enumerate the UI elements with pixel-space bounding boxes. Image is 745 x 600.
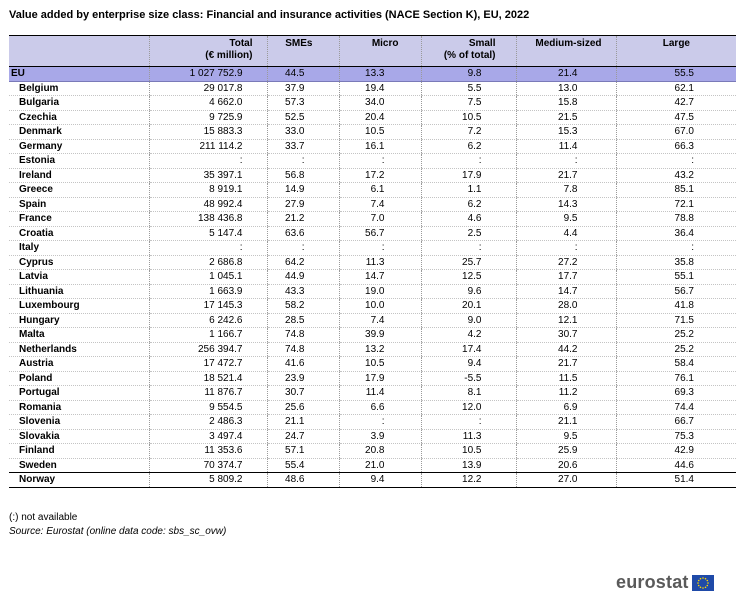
- cell-large: 56.7: [616, 284, 736, 299]
- table-row: [9, 458, 736, 473]
- cell-small: 12.2: [421, 473, 516, 488]
- cell-large: 41.8: [616, 299, 736, 314]
- cell-smes: 14.9: [267, 183, 339, 198]
- cell-medium: 14.7: [516, 284, 616, 299]
- footnotes: [9, 511, 226, 539]
- note-source: Source: Eurostat (online data code: sbs_sc_ovw): [9, 526, 227, 537]
- eu-flag-icon: [692, 575, 714, 591]
- cell-smes: 48.6: [267, 473, 339, 488]
- cell-small: 8.1: [421, 386, 516, 401]
- cell-country: Austria: [9, 357, 149, 372]
- cell-country: Greece: [9, 183, 149, 198]
- cell-smes: 55.4: [267, 458, 339, 473]
- cell-smes: 43.3: [267, 284, 339, 299]
- cell-total: 17 472.7: [149, 357, 267, 372]
- cell-small: 9.8: [421, 67, 516, 82]
- table-row: [9, 473, 736, 488]
- cell-country: Sweden: [9, 458, 149, 473]
- cell-medium: 30.7: [516, 328, 616, 343]
- cell-smes: 21.1: [267, 415, 339, 430]
- cell-micro: 17.2: [339, 168, 421, 183]
- cell-medium: :: [516, 154, 616, 169]
- cell-total: 29 017.8: [149, 81, 267, 96]
- cell-total: 5 809.2: [149, 473, 267, 488]
- cell-small: :: [421, 415, 516, 430]
- table-row: [9, 371, 736, 386]
- cell-large: 74.4: [616, 400, 736, 415]
- cell-total: 48 992.4: [149, 197, 267, 212]
- cell-micro: 6.1: [339, 183, 421, 198]
- cell-micro: 16.1: [339, 139, 421, 154]
- cell-medium: 9.5: [516, 212, 616, 227]
- cell-micro: 11.3: [339, 255, 421, 270]
- cell-smes: 37.9: [267, 81, 339, 96]
- cell-smes: 64.2: [267, 255, 339, 270]
- table-row: [9, 415, 736, 430]
- cell-country: Estonia: [9, 154, 149, 169]
- cell-small: 5.5: [421, 81, 516, 96]
- cell-country: Lithuania: [9, 284, 149, 299]
- cell-total: 1 166.7: [149, 328, 267, 343]
- cell-micro: 10.5: [339, 125, 421, 140]
- header-small: [421, 36, 516, 67]
- cell-country: Netherlands: [9, 342, 149, 357]
- cell-total: 9 725.9: [149, 110, 267, 125]
- header-row: [9, 36, 736, 67]
- cell-total: 1 045.1: [149, 270, 267, 285]
- cell-micro: 20.8: [339, 444, 421, 459]
- cell-total: 15 883.3: [149, 125, 267, 140]
- cell-medium: 12.1: [516, 313, 616, 328]
- cell-total: 5 147.4: [149, 226, 267, 241]
- cell-medium: 44.2: [516, 342, 616, 357]
- cell-total: 1 027 752.9: [149, 67, 267, 82]
- table-row: [9, 386, 736, 401]
- header-medium: Medium-sized: [516, 36, 616, 67]
- table-row: [9, 241, 736, 256]
- cell-smes: 23.9: [267, 371, 339, 386]
- cell-country: Slovakia: [9, 429, 149, 444]
- cell-medium: 11.4: [516, 139, 616, 154]
- cell-micro: :: [339, 241, 421, 256]
- cell-large: 55.1: [616, 270, 736, 285]
- cell-large: 71.5: [616, 313, 736, 328]
- cell-country: Finland: [9, 444, 149, 459]
- cell-micro: 39.9: [339, 328, 421, 343]
- cell-country: France: [9, 212, 149, 227]
- cell-total: 70 374.7: [149, 458, 267, 473]
- cell-total: 18 521.4: [149, 371, 267, 386]
- cell-medium: 13.0: [516, 81, 616, 96]
- table-row: [9, 139, 736, 154]
- cell-total: 2 486.3: [149, 415, 267, 430]
- cell-large: :: [616, 154, 736, 169]
- cell-small: 12.5: [421, 270, 516, 285]
- header-micro: Micro: [339, 36, 421, 67]
- cell-large: 58.4: [616, 357, 736, 372]
- cell-large: 42.9: [616, 444, 736, 459]
- cell-micro: 56.7: [339, 226, 421, 241]
- cell-smes: 28.5: [267, 313, 339, 328]
- cell-medium: 4.4: [516, 226, 616, 241]
- table-row: [9, 429, 736, 444]
- table-row: [9, 226, 736, 241]
- cell-micro: :: [339, 415, 421, 430]
- cell-smes: 74.8: [267, 328, 339, 343]
- cell-large: 43.2: [616, 168, 736, 183]
- table-row: [9, 400, 736, 415]
- table-row: [9, 284, 736, 299]
- cell-smes: 57.1: [267, 444, 339, 459]
- cell-smes: 33.7: [267, 139, 339, 154]
- cell-total: 4 662.0: [149, 96, 267, 111]
- cell-large: 76.1: [616, 371, 736, 386]
- cell-smes: 57.3: [267, 96, 339, 111]
- cell-country: Slovenia: [9, 415, 149, 430]
- table-row: [9, 183, 736, 198]
- cell-small: 17.9: [421, 168, 516, 183]
- cell-country: Latvia: [9, 270, 149, 285]
- cell-large: 66.7: [616, 415, 736, 430]
- cell-smes: 24.7: [267, 429, 339, 444]
- cell-country: Portugal: [9, 386, 149, 401]
- cell-country: Ireland: [9, 168, 149, 183]
- cell-smes: 30.7: [267, 386, 339, 401]
- cell-medium: 25.9: [516, 444, 616, 459]
- cell-large: 42.7: [616, 96, 736, 111]
- cell-smes: :: [267, 241, 339, 256]
- cell-large: 47.5: [616, 110, 736, 125]
- cell-medium: 15.3: [516, 125, 616, 140]
- cell-country: Croatia: [9, 226, 149, 241]
- table-row: [9, 197, 736, 212]
- cell-small: 4.6: [421, 212, 516, 227]
- cell-small: 13.9: [421, 458, 516, 473]
- table-row: [9, 270, 736, 285]
- data-table-container: [9, 35, 736, 488]
- table-row: [9, 168, 736, 183]
- cell-micro: 14.7: [339, 270, 421, 285]
- cell-total: 256 394.7: [149, 342, 267, 357]
- cell-micro: 19.0: [339, 284, 421, 299]
- cell-total: 6 242.6: [149, 313, 267, 328]
- cell-large: 36.4: [616, 226, 736, 241]
- cell-small: 6.2: [421, 139, 516, 154]
- table-row: [9, 444, 736, 459]
- eurostat-logo: [616, 572, 714, 593]
- table-row: [9, 154, 736, 169]
- cell-country: Denmark: [9, 125, 149, 140]
- table-row: [9, 313, 736, 328]
- cell-medium: 21.5: [516, 110, 616, 125]
- cell-smes: :: [267, 154, 339, 169]
- cell-large: 25.2: [616, 342, 736, 357]
- cell-small: :: [421, 154, 516, 169]
- cell-small: 11.3: [421, 429, 516, 444]
- cell-micro: 20.4: [339, 110, 421, 125]
- cell-country: Luxembourg: [9, 299, 149, 314]
- cell-large: :: [616, 241, 736, 256]
- cell-small: 17.4: [421, 342, 516, 357]
- cell-small: 12.0: [421, 400, 516, 415]
- cell-country: EU: [9, 67, 149, 82]
- cell-total: 3 497.4: [149, 429, 267, 444]
- header-smes: SMEs: [267, 36, 339, 67]
- eurostat-logo-text: eurostat: [616, 572, 689, 592]
- data-table: [9, 35, 736, 488]
- cell-medium: 21.1: [516, 415, 616, 430]
- cell-micro: 3.9: [339, 429, 421, 444]
- cell-total: 2 686.8: [149, 255, 267, 270]
- cell-small: 2.5: [421, 226, 516, 241]
- cell-large: 75.3: [616, 429, 736, 444]
- cell-small: :: [421, 241, 516, 256]
- cell-large: 67.0: [616, 125, 736, 140]
- cell-smes: 44.5: [267, 67, 339, 82]
- cell-smes: 41.6: [267, 357, 339, 372]
- table-row: [9, 81, 736, 96]
- cell-country: Belgium: [9, 81, 149, 96]
- cell-medium: 20.6: [516, 458, 616, 473]
- cell-total: :: [149, 241, 267, 256]
- cell-small: 7.2: [421, 125, 516, 140]
- cell-total: 35 397.1: [149, 168, 267, 183]
- cell-large: 62.1: [616, 81, 736, 96]
- cell-smes: 25.6: [267, 400, 339, 415]
- cell-small: 10.5: [421, 444, 516, 459]
- cell-medium: :: [516, 241, 616, 256]
- cell-medium: 27.0: [516, 473, 616, 488]
- cell-smes: 74.8: [267, 342, 339, 357]
- cell-medium: 14.3: [516, 197, 616, 212]
- table-row: [9, 357, 736, 372]
- cell-large: 69.3: [616, 386, 736, 401]
- cell-country: Poland: [9, 371, 149, 386]
- cell-large: 72.1: [616, 197, 736, 212]
- cell-small: -5.5: [421, 371, 516, 386]
- cell-smes: 63.6: [267, 226, 339, 241]
- cell-country: Malta: [9, 328, 149, 343]
- header-total-line2: (€ million): [205, 50, 253, 61]
- cell-micro: 13.3: [339, 67, 421, 82]
- cell-large: 55.5: [616, 67, 736, 82]
- cell-medium: 17.7: [516, 270, 616, 285]
- table-row: [9, 96, 736, 111]
- cell-smes: 52.5: [267, 110, 339, 125]
- cell-smes: 44.9: [267, 270, 339, 285]
- table-row: [9, 125, 736, 140]
- cell-micro: 10.0: [339, 299, 421, 314]
- cell-micro: 7.4: [339, 197, 421, 212]
- cell-micro: 11.4: [339, 386, 421, 401]
- cell-medium: 27.2: [516, 255, 616, 270]
- cell-medium: 28.0: [516, 299, 616, 314]
- table-row: [9, 299, 736, 314]
- cell-small: 10.5: [421, 110, 516, 125]
- cell-small: 6.2: [421, 197, 516, 212]
- table-row: [9, 212, 736, 227]
- cell-micro: 10.5: [339, 357, 421, 372]
- cell-total: 211 114.2: [149, 139, 267, 154]
- cell-smes: 33.0: [267, 125, 339, 140]
- cell-small: 1.1: [421, 183, 516, 198]
- cell-medium: 21.7: [516, 357, 616, 372]
- cell-country: Romania: [9, 400, 149, 415]
- cell-country: Hungary: [9, 313, 149, 328]
- table-row: [9, 328, 736, 343]
- cell-micro: 21.0: [339, 458, 421, 473]
- cell-total: 138 436.8: [149, 212, 267, 227]
- cell-micro: 17.9: [339, 371, 421, 386]
- cell-smes: 56.8: [267, 168, 339, 183]
- cell-micro: 9.4: [339, 473, 421, 488]
- cell-small: 25.7: [421, 255, 516, 270]
- cell-small: 7.5: [421, 96, 516, 111]
- cell-country: Spain: [9, 197, 149, 212]
- cell-medium: 11.5: [516, 371, 616, 386]
- cell-total: 8 919.1: [149, 183, 267, 198]
- cell-small: 20.1: [421, 299, 516, 314]
- cell-micro: 6.6: [339, 400, 421, 415]
- header-country: [9, 36, 149, 67]
- header-small-line2: (% of total): [443, 50, 496, 61]
- cell-large: 85.1: [616, 183, 736, 198]
- header-total-line1: Total: [229, 38, 253, 49]
- cell-smes: 21.2: [267, 212, 339, 227]
- cell-smes: 58.2: [267, 299, 339, 314]
- note-not-available: (:) not available: [9, 512, 78, 523]
- cell-large: 78.8: [616, 212, 736, 227]
- cell-country: Cyprus: [9, 255, 149, 270]
- cell-total: 11 353.6: [149, 444, 267, 459]
- cell-large: 51.4: [616, 473, 736, 488]
- table-row: [9, 342, 736, 357]
- cell-large: 25.2: [616, 328, 736, 343]
- cell-micro: 7.4: [339, 313, 421, 328]
- cell-medium: 6.9: [516, 400, 616, 415]
- header-large: Large: [616, 36, 736, 67]
- table-body: [9, 67, 736, 488]
- cell-small: 9.0: [421, 313, 516, 328]
- cell-country: Czechia: [9, 110, 149, 125]
- cell-country: Norway: [9, 473, 149, 488]
- cell-country: Italy: [9, 241, 149, 256]
- cell-total: 9 554.5: [149, 400, 267, 415]
- cell-small: 9.6: [421, 284, 516, 299]
- cell-large: 66.3: [616, 139, 736, 154]
- cell-total: 17 145.3: [149, 299, 267, 314]
- cell-micro: 19.4: [339, 81, 421, 96]
- cell-micro: :: [339, 154, 421, 169]
- cell-small: 9.4: [421, 357, 516, 372]
- cell-smes: 27.9: [267, 197, 339, 212]
- header-small-line1: Small: [468, 38, 496, 49]
- table-row: [9, 255, 736, 270]
- cell-total: 1 663.9: [149, 284, 267, 299]
- cell-country: Bulgaria: [9, 96, 149, 111]
- cell-large: 44.6: [616, 458, 736, 473]
- cell-medium: 7.8: [516, 183, 616, 198]
- cell-micro: 7.0: [339, 212, 421, 227]
- cell-total: :: [149, 154, 267, 169]
- cell-micro: 34.0: [339, 96, 421, 111]
- cell-small: 4.2: [421, 328, 516, 343]
- cell-medium: 11.2: [516, 386, 616, 401]
- cell-medium: 21.4: [516, 67, 616, 82]
- header-total: [149, 36, 267, 67]
- table-header: [9, 36, 736, 67]
- cell-medium: 9.5: [516, 429, 616, 444]
- cell-country: Germany: [9, 139, 149, 154]
- cell-medium: 15.8: [516, 96, 616, 111]
- table-title: Value added by enterprise size class: Financial and insurance activities (NACE Section K), EU, 2022: [9, 9, 530, 21]
- cell-large: 35.8: [616, 255, 736, 270]
- table-row: [9, 67, 736, 82]
- cell-medium: 21.7: [516, 168, 616, 183]
- cell-total: 11 876.7: [149, 386, 267, 401]
- cell-micro: 13.2: [339, 342, 421, 357]
- table-row: [9, 110, 736, 125]
